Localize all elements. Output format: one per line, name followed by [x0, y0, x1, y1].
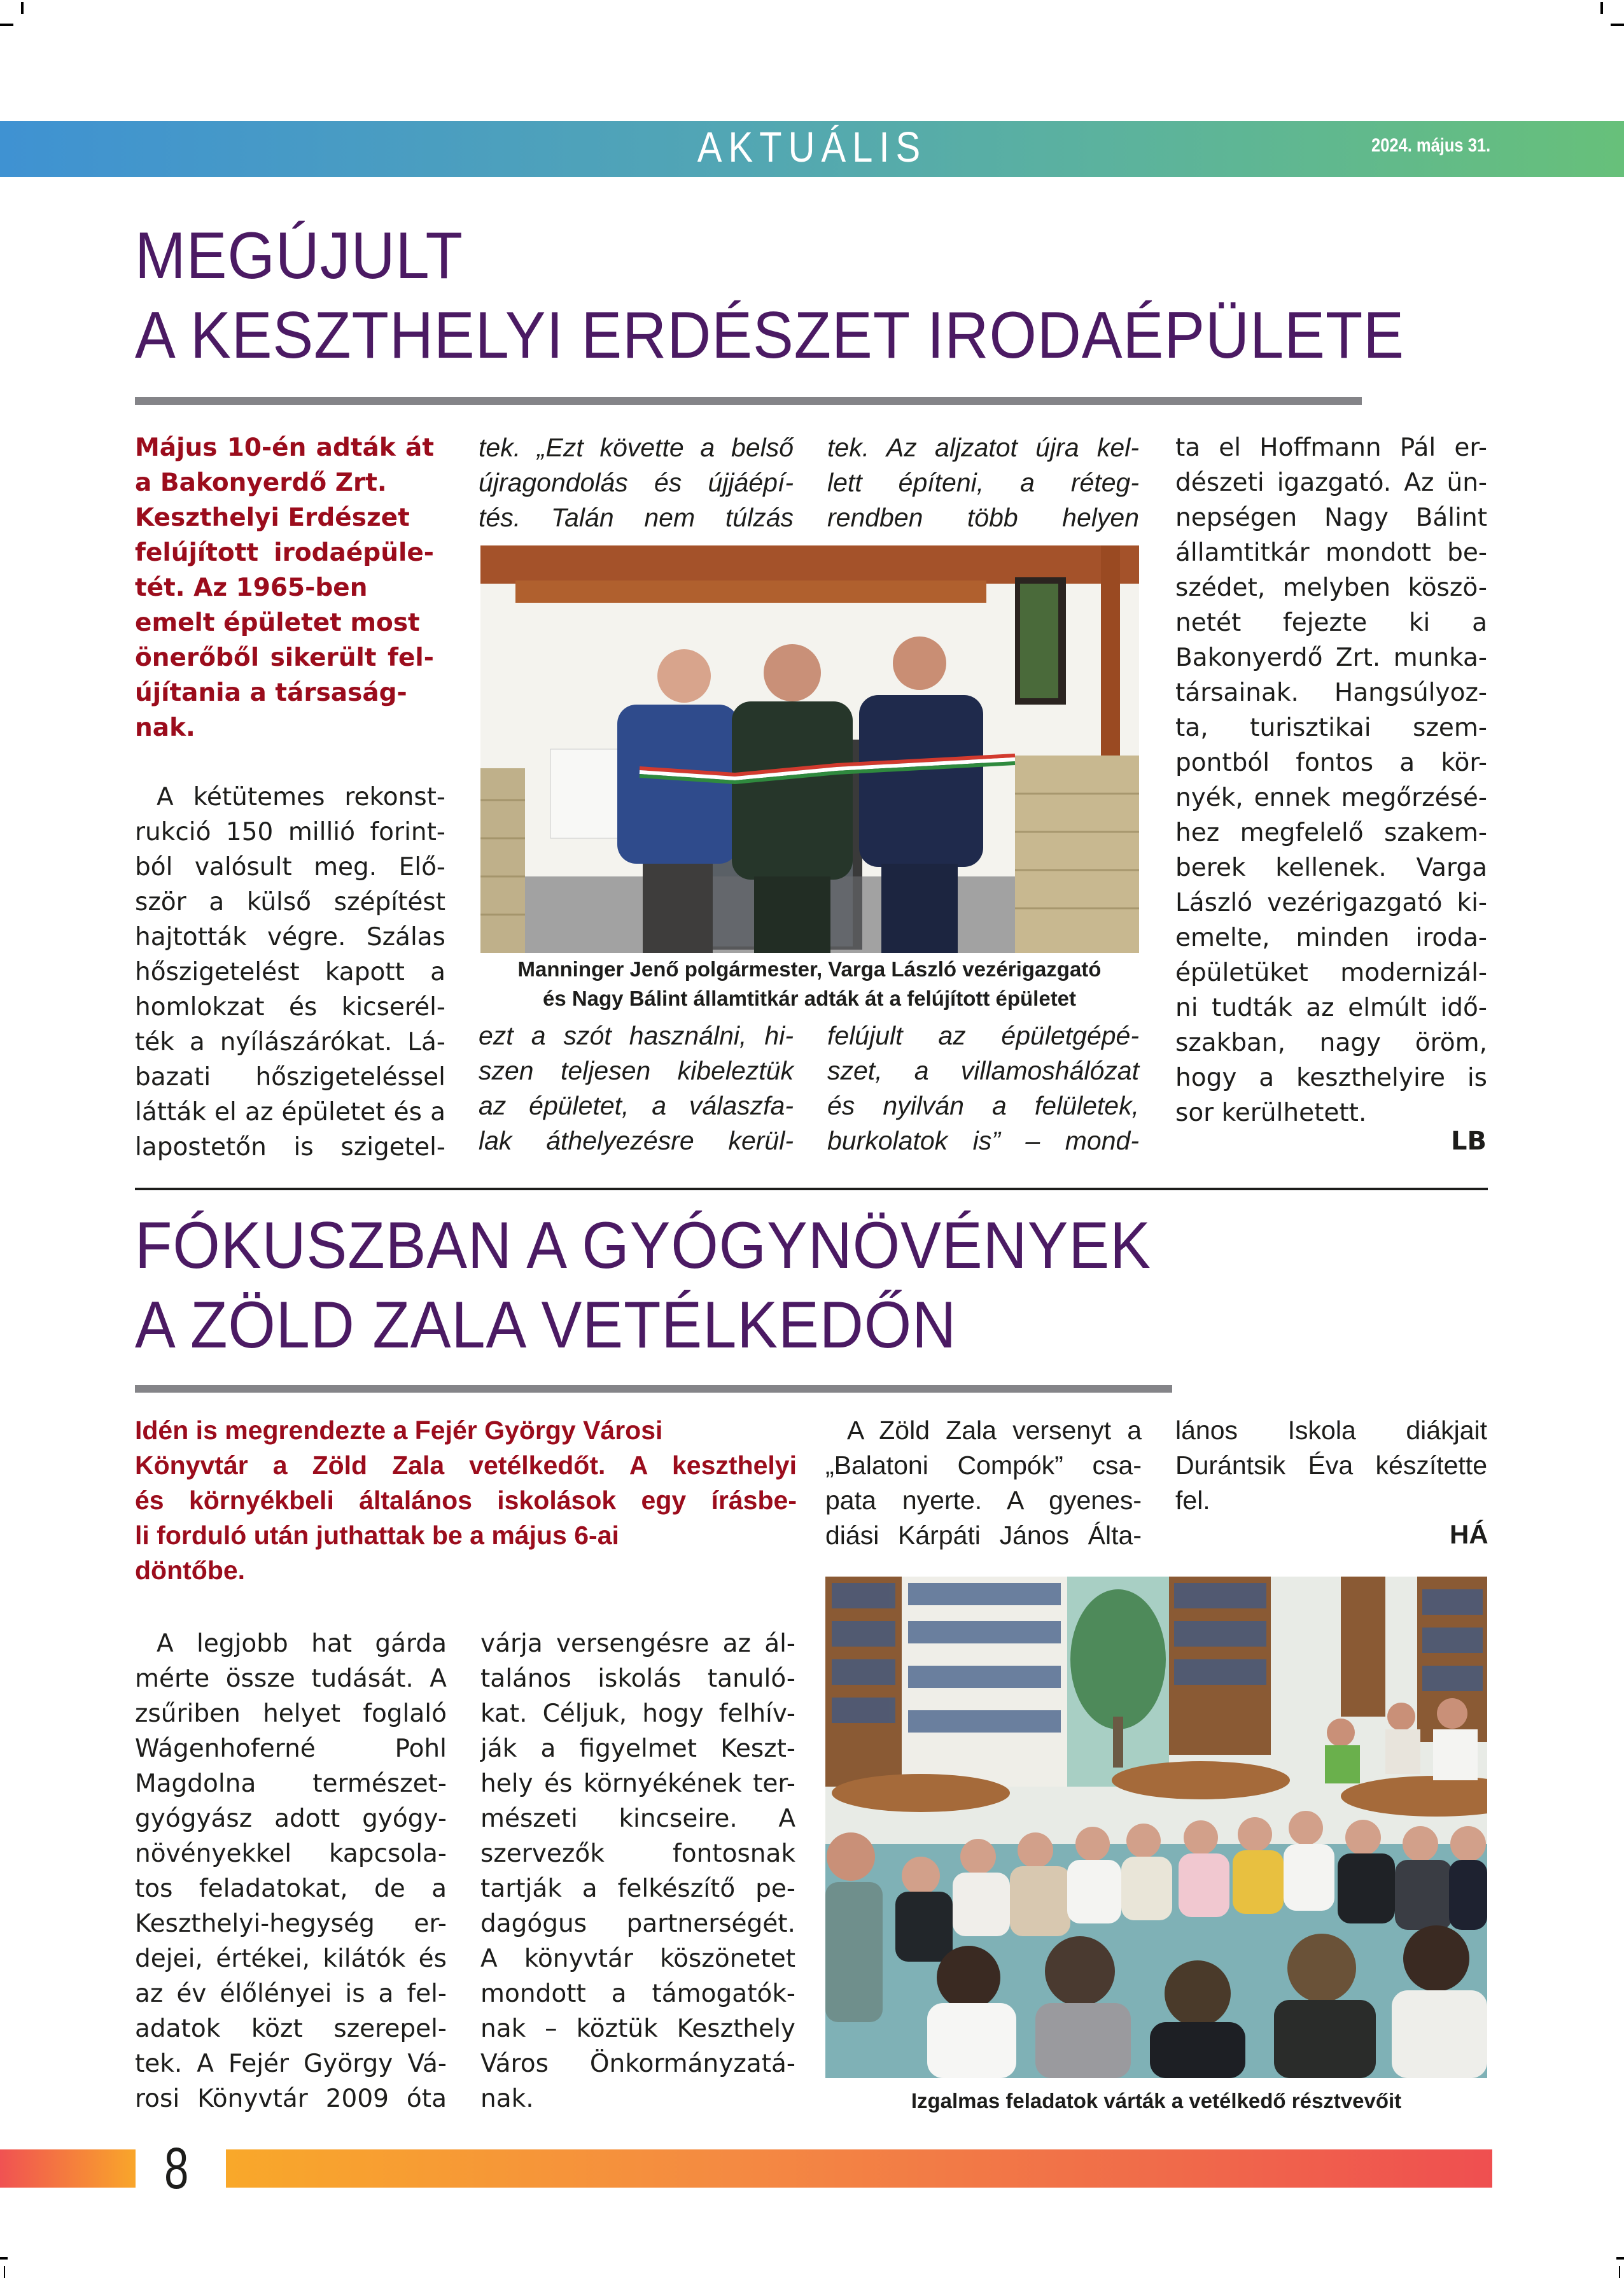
article2-col4: lános Iskola diákjait Durántsik Éva készítette fel.: [1175, 1416, 1487, 1515]
headline-rule: [135, 1385, 1172, 1393]
headline-rule: [135, 397, 1362, 405]
crop-mark: [0, 24, 13, 26]
section-title: AKTUÁLIS: [697, 123, 927, 171]
issue-date: 2024. május 31.: [1371, 135, 1490, 156]
article2-col2: várja versengésre az ál- talános iskolás tanuló- kat. Céljuk, hogy felhív- ják a figyelmet Keszt- hely és környékének ter- mészeti kincseire. A szervezők fontosnak tartják a felkészítő pe- dagógus partnerségét. A könyvtár köszönetet mondott a támogatók- nak – köztük Keszthely Város Önkormányzatá- nak.: [480, 1629, 795, 2113]
article2-headline: FÓKUSZBAN A GYÓGYNÖVÉNYEK A ZÖLD ZALA VETÉLKEDŐN: [135, 1209, 1151, 1362]
crop-mark: [21, 2, 24, 14]
crop-mark: [0, 2257, 8, 2260]
article1-signature: LB: [1451, 1127, 1487, 1156]
ribbon-cutting-image: [480, 545, 1139, 953]
crop-mark: [1611, 24, 1624, 26]
article1-headline: MEGÚJULT A KESZTHELYI ERDÉSZET IRODAÉPÜLETE: [135, 219, 1405, 372]
crop-mark: [1619, 2266, 1620, 2278]
library-competition-photo: [825, 1577, 1487, 2078]
crop-mark: [1616, 2257, 1624, 2260]
crop-mark: [1600, 2, 1603, 14]
article-divider: [135, 1188, 1488, 1190]
library-competition-image: [825, 1577, 1487, 2078]
article1-col3-top: tek. Az aljzatot újra kel- lett építeni, a réteg- rendben több helyen: [827, 433, 1139, 532]
article2-col3: A Zöld Zala versenyt a „Balatoni Compók” csa- pata nyerte. A gyenes- diási Kárpáti János Álta-: [825, 1416, 1142, 1550]
article1-body-col1: A kétütemes rekonst- rukció 150 millió forint- ból valósult meg. Elő- ször a külső szépítést hajtották végre. Szálas hőszigetelést kapott a homlokzat és kicserél- ték a nyílászárókat. Lá- bazati hőszigeteléssel látták el az épületet és a lapostetőn is szigetel-: [135, 783, 445, 1162]
ribbon-cutting-photo: [480, 545, 1139, 953]
crop-mark: [4, 2266, 5, 2278]
article2-col1: A legjobb hat gárda mérte össze tudását. A zsűriben helyet foglaló Wágenhoferné Pohl Magdolna természet- gyógyász adott gyógy- növényekkel kapcsola- tos feladatokat, de a Keszthelyi-hegység er- dejei, értékei, kilátók és az év élőlényei is a fel- adatok közt szerepel- tek. A Fejér György Vá- rosi Könyvtár 2009 óta: [135, 1629, 447, 2113]
section-header-band: [0, 121, 1624, 177]
photo2-caption: Izgalmas feladatok várták a vetélkedő résztvevőit: [911, 2089, 1402, 2113]
article1-lead: Május 10-én adták át a Bakonyerdő Zrt. Keszthelyi Erdészet felújított irodaépüle- tét. Az 1965-ben emelt épületet most önerőből sikerült fel- újítania a társaság- nak.: [135, 433, 434, 742]
article2-signature: HÁ: [1450, 1519, 1488, 1549]
article1-col2-bottom: ezt a szót használni, hi- szen teljesen kibeleztük az épületet, a válaszfa- lak áthelyezésre kerül-: [479, 1021, 794, 1155]
footer-accent: [0, 2149, 136, 2188]
article1-col2-top: tek. „Ezt követte a belső újragondolás és újjáépí- tés. Talán nem túlzás: [479, 433, 794, 532]
footer-bar: [226, 2149, 1492, 2188]
article1-col4: ta el Hoffmann Pál er- dészeti igazgató. Az ün- nepségen Nagy Bálint államtitkár mondott be- szédet, melyben köszö- netét fejezte ki a Bakonyerdő Zrt. munka- társainak. Hangsúlyoz- ta, turisztikai szem- pontból fontos a kör- nyék, ennek megőrzésé- hez megfelelő szakem- berek kellenek. Varga László vezérigazgató ki- emelte, minden iroda- épületüket modernizál- ni tudták az elmúlt idő- szakban, nagy öröm, hogy a keszthelyire is sor kerülhetett.: [1175, 433, 1487, 1127]
article2-lead: Idén is megrendezte a Fejér György Városi Könyvtár a Zöld Zala vetélkedőt. A keszthelyi és környékbeli általános iskolások egy írásbe- li forduló után juthattak be a május 6-ai döntőbe.: [135, 1416, 797, 1585]
photo1-caption: Manninger Jenő polgármester, Varga László vezérigazgató és Nagy Bálint államtitkár adták át a felújított épületet: [517, 957, 1102, 1010]
article1-col3-bottom: felújult az épületgépé- szet, a villamoshálózat és nyilván a felületek, burkolatok is” – mond-: [827, 1021, 1139, 1155]
page-number: 8: [164, 2136, 189, 2201]
